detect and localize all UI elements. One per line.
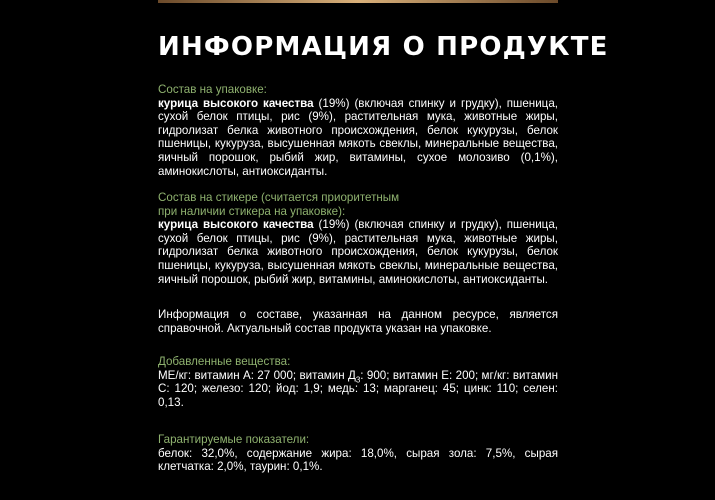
additives-subscript: 3 [355,374,361,384]
composition-sticker-body: (19%) (включая спинку и грудку), пшеница, сухой белок птицы, рис (9%), растительная мука, животные жиры, гидролизат белка животного происхождения, белок кукурузы, белок пшеницы, кукуруза, высушенная мякоть свеклы, минеральные вещества, яичный порошок, рыбий жир, витамины, аминокислоты, антиоксиданты. [158,218,558,286]
guaranteed-section [158,433,558,474]
composition-package-heading: Состав на упаковке: [158,83,267,96]
additives-text-part1: МЕ/кг: витамин А: 27 000; витамин Д [158,368,356,382]
composition-sticker-section [158,191,558,286]
composition-package-lead: курица высокого качества [158,96,314,110]
composition-sticker-text [158,218,558,286]
page-title: ИНФОРМАЦИЯ О ПРОДУКТЕ [158,32,609,62]
composition-sticker-heading-line2: при наличии стикера на упаковке): [158,204,346,218]
composition-sticker-heading-line1: Состав на стикере (считается приоритетным [158,191,400,204]
top-accent-bar [158,0,558,3]
guaranteed-text: белок: 32,0%, содержание жира: 18,0%, сырая зола: 7,5%, сырая клетчатка: 2,0%, таурин: 0,1%. [158,446,558,474]
additives-section [158,355,558,409]
additives-text [158,369,558,410]
composition-package-section [158,83,558,178]
disclaimer-section: Информация о составе, указанная на данном ресурсе, является справочной. Актуальный состав продукта указан на упаковке. [158,308,558,335]
guaranteed-heading: Гарантируемые показатели: [158,433,310,446]
additives-heading: Добавленные вещества: [158,355,291,368]
composition-package-text [158,97,558,179]
composition-sticker-lead: курица высокого качества [158,218,314,232]
additives-text-part2: : 900; витамин Е: 200; мг/кг: витамин С: 120; железо: 120; йод: 1,9; медь: 13; марганец: 45; цинк: 110; селен: 0,13. [158,368,558,409]
composition-package-body: (19%) (включая спинку и грудку), пшеница, сухой белок птицы, рис (9%), растительная мука, животные жиры, гидролизат белка животного происхождения, белок кукурузы, белок пшеницы, кукуруза, высушенная мякоть свеклы, минеральные вещества, яичный порошок, рыбий жир, витамины, сухое молозиво (0,1%), аминокислоты, антиоксиданты. [158,96,558,178]
